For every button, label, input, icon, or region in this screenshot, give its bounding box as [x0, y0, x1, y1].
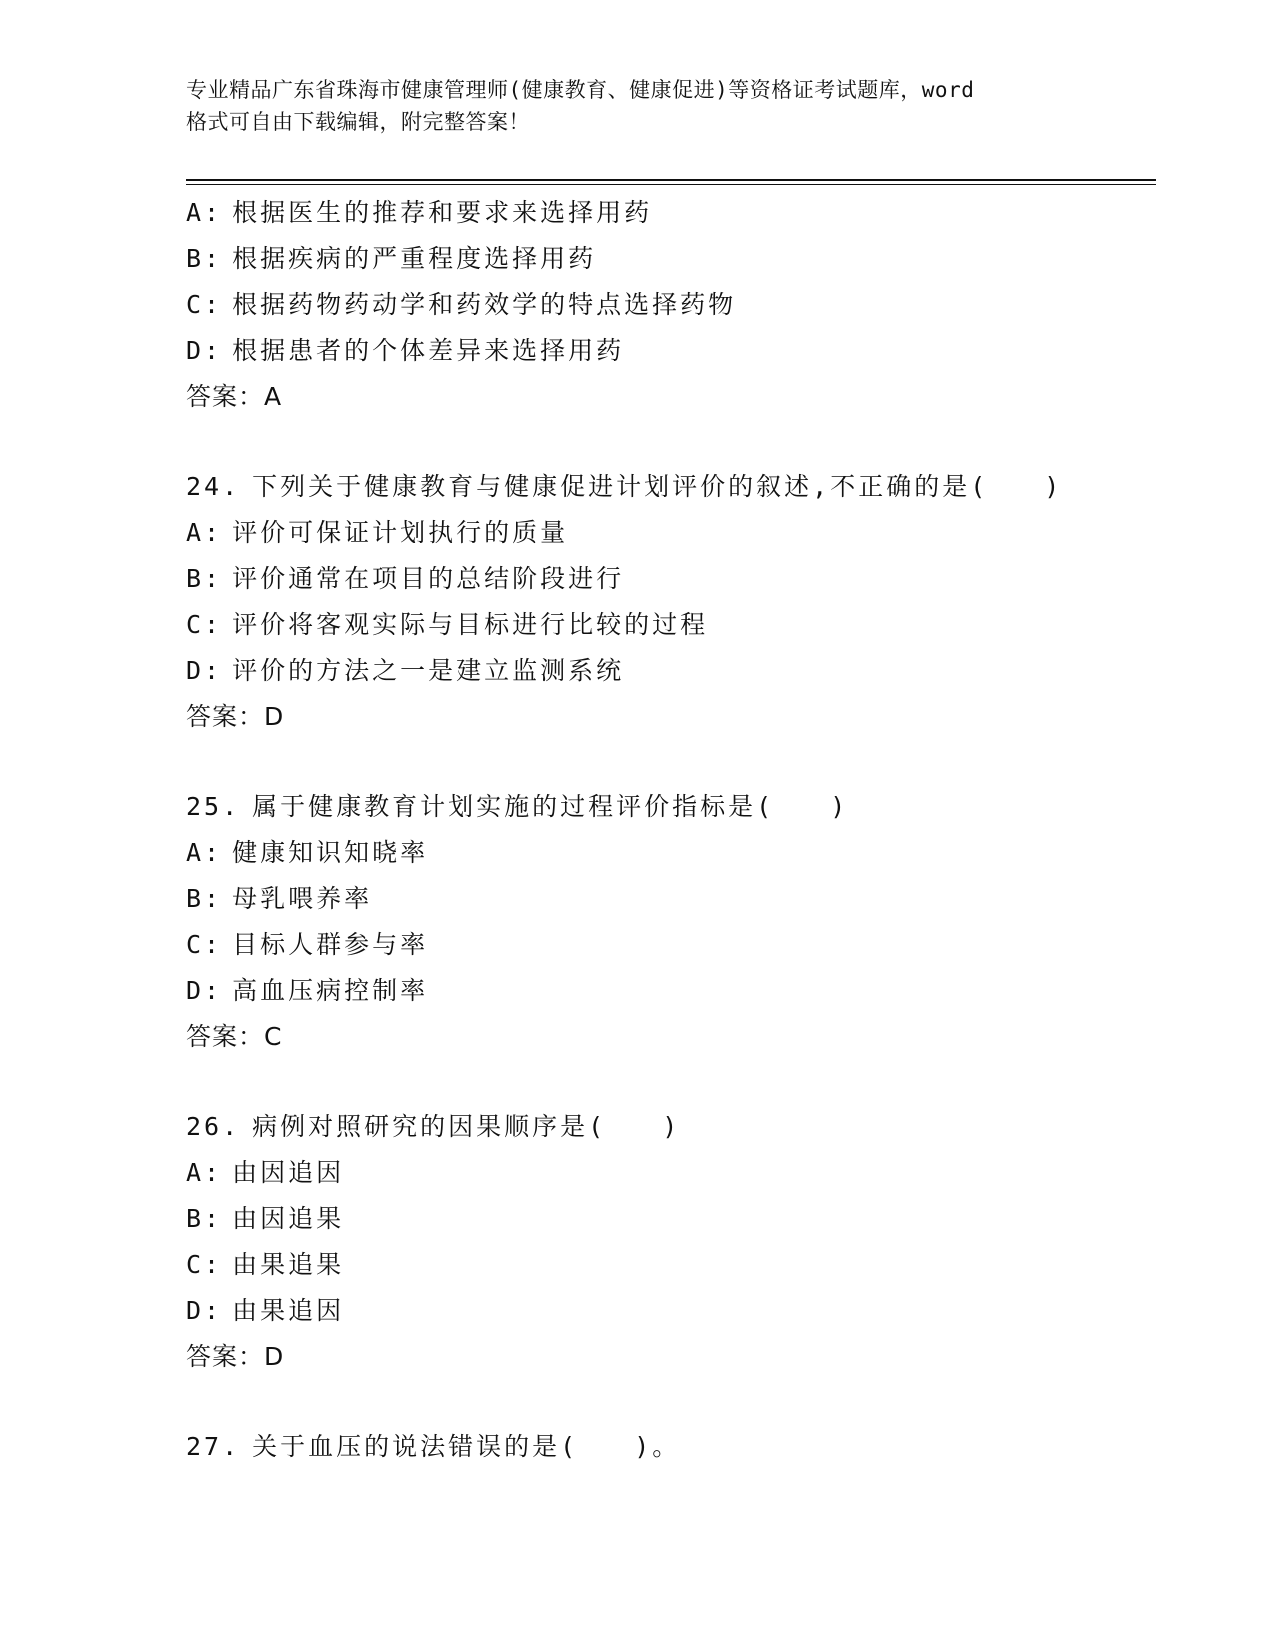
question-stem: 26. 病例对照研究的因果顺序是( ): [186, 1112, 681, 1141]
option-a: A: 根据医生的推荐和要求来选择用药: [186, 198, 653, 227]
option-a: A: 健康知识知晓率: [186, 838, 429, 867]
option-d: D: 由果追因: [186, 1296, 345, 1325]
question-list: [186, 190, 1156, 1470]
question-27: [186, 1424, 1156, 1470]
answer-label: 答案：D: [186, 1342, 285, 1371]
question-26: [186, 1104, 1156, 1380]
document-header: [186, 74, 1086, 138]
answer-label: 答案：A: [186, 382, 283, 411]
answer-label: 答案：D: [186, 702, 285, 731]
question-25: [186, 784, 1156, 1060]
header-divider-thin: [186, 184, 1156, 185]
option-d: D: 根据患者的个体差异来选择用药: [186, 336, 625, 365]
spacer: [186, 1380, 1156, 1424]
option-d: D: 评价的方法之一是建立监测系统: [186, 656, 625, 685]
option-b: B: 评价通常在项目的总结阶段进行: [186, 564, 625, 593]
answer-label: 答案：C: [186, 1022, 283, 1051]
spacer: [186, 740, 1156, 784]
question-stem: 25. 属于健康教育计划实施的过程评价指标是( ): [186, 792, 849, 821]
question-24: [186, 464, 1156, 740]
option-c: C: 目标人群参与率: [186, 930, 429, 959]
option-d: D: 高血压病控制率: [186, 976, 429, 1005]
option-b: B: 由因追果: [186, 1204, 345, 1233]
spacer: [186, 420, 1156, 464]
option-a: A: 评价可保证计划执行的质量: [186, 518, 569, 547]
header-divider-thick: [186, 179, 1156, 181]
option-c: C: 根据药物药动学和药效学的特点选择药物: [186, 290, 737, 319]
option-c: C: 评价将客观实际与目标进行比较的过程: [186, 610, 709, 639]
header-line-1: 专业精品广东省珠海市健康管理师(健康教育、健康促进)等资格证考试题库，word: [186, 78, 975, 102]
question-stem: 24. 下列关于健康教育与健康促进计划评价的叙述,不正确的是( ): [186, 472, 1063, 501]
option-a: A: 由因追因: [186, 1158, 345, 1187]
question-stem: 27. 关于血压的说法错误的是( )。: [186, 1432, 681, 1461]
header-line-2: 格式可自由下载编辑，附完整答案！: [186, 110, 530, 134]
option-b: B: 根据疾病的严重程度选择用药: [186, 244, 597, 273]
option-c: C: 由果追果: [186, 1250, 345, 1279]
spacer: [186, 1060, 1156, 1104]
option-b: B: 母乳喂养率: [186, 884, 373, 913]
question-23: [186, 190, 1156, 420]
